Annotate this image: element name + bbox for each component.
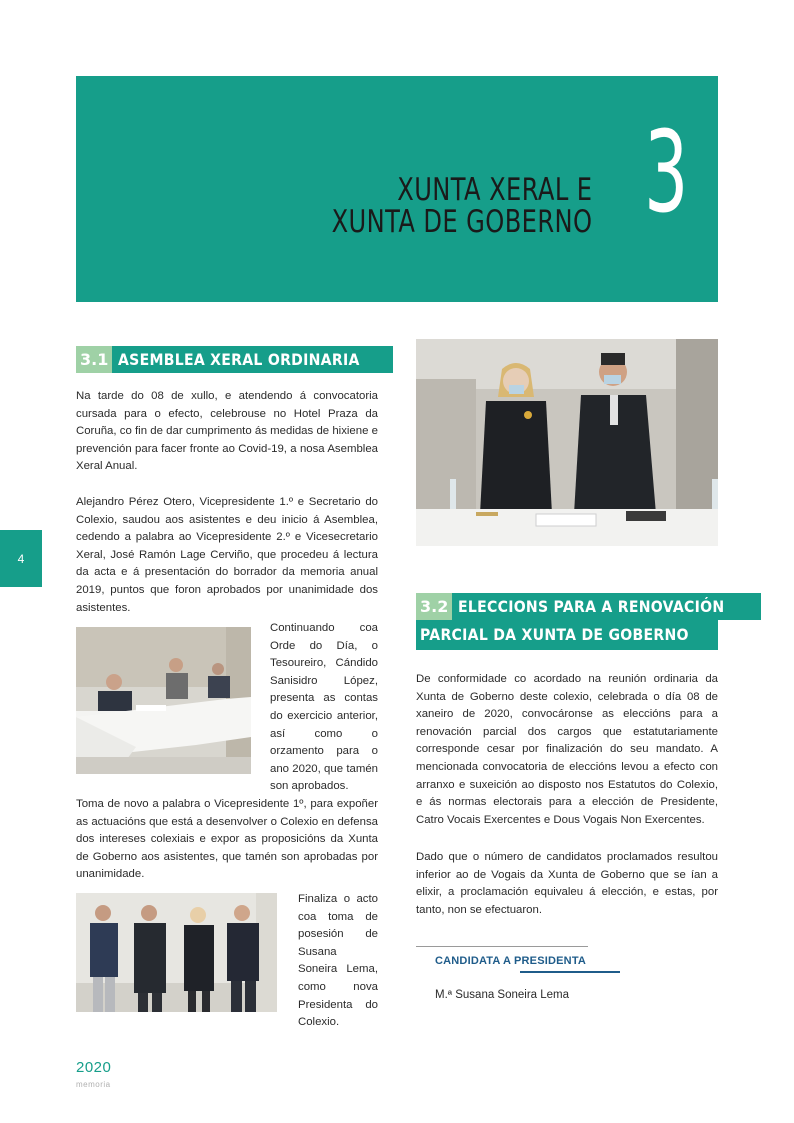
section-32-heading — [416, 593, 725, 620]
section-31-paragraph-4: Toma de novo a palabra o Vicepresidente 1º, para expoñer as actuacións que está a desenvolver o Colexio en defensa dos intereses colexiais e expor as proposicións da Xunta de Goberno aos asistentes, que tamén son aprobadas por unanimidade. — [76, 798, 378, 881]
section-32-title-line2-box — [416, 620, 718, 650]
assembly-panel-photo — [76, 627, 251, 774]
inauguration-photo — [416, 339, 718, 546]
section-32-number: 3.2 — [416, 593, 452, 620]
section-31-title: ASEMBLEA XERAL ORDINARIA — [118, 350, 360, 369]
section-32-paragraph-1: De conformidade co acordado na reunión ordinaria da Xunta de Goberno deste colexio, celebrada o día 08 de xaneiro de 2020, convocáronse as eleccións para a renovación parcial dos cargos que estatutariamente corresponde cesar por finalización do seu mandato. A mencionada convocatoria de eleccións levou a efecto con arranxo e suxeición ao disposto nos Estatutos do Colexio, e ás normas electorais para a elección de Presidente, Catro Vocais Exercentes e Dous Vogais Non Exercentes. — [416, 673, 718, 826]
section-31-paragraph-2: Alejandro Pérez Otero, Vicepresidente 1.º e Secretario do Colexio, saudou aos asistentes e deu inicio á Asemblea, cedendo a palabra ao Vicepresidente 2.º e Vicesecretario Xeral, José Ramón Lage Cerviño, que procedeu á lectura da acta e á presentación do borrador da memoria anual 2019, puntos que foron aprobados por unanimidade dos asistentes. — [76, 496, 378, 614]
new-board-group-photo — [76, 893, 277, 1012]
chapter-number: 3 — [643, 108, 688, 238]
candidate-label: CANDIDATA A PRESIDENTA — [435, 955, 587, 967]
section-32-title-line2: PARCIAL DA XUNTA DE GOBERNO — [420, 625, 689, 644]
inauguration-image — [416, 339, 718, 546]
candidate-divider-top — [416, 946, 588, 947]
chapter-title — [331, 174, 592, 238]
footer-year: 2020 — [76, 1059, 112, 1076]
candidate-name: M.ª Susana Soneira Lema — [435, 989, 570, 1001]
section-32-title-line1-box — [452, 593, 761, 620]
section-31-title-box — [112, 346, 393, 373]
section-31-paragraph-5: Finaliza o acto coa toma de posesión de Susana Soneira Lema, como nova Presidenta do Colexio. — [298, 893, 378, 1029]
section-31-heading — [76, 346, 378, 373]
section-31-paragraph-1: Na tarde do 08 de xullo, e atendendo á convocatoria cursada para o efecto, celebrouse no Hotel Praza da Coruña, co fin de dar cumprimento ás medidas de hixiene e prevención para facer fronte ao Covid-19, a nosa Asemblea Xeral Anual. — [76, 390, 378, 473]
page-number: 4 — [17, 551, 25, 566]
candidate-divider-bottom — [520, 971, 620, 973]
footer-subtitle: memoria — [76, 1080, 111, 1089]
chapter-title-line2: XUNTA DE GOBERNO — [331, 204, 592, 240]
group-image — [76, 893, 277, 1012]
section-31-number: 3.1 — [76, 346, 112, 373]
section-31-paragraph-3: Continuando coa Orde do Día, o Tesoureiro, Cándido Sanisidro López, presenta as contas do exercicio anterior, así como o orzamento para o ano 2020, que tamén son aprobados. — [270, 622, 378, 793]
section-32-paragraph-2: Dado que o número de candidatos proclamados resultou inferior ao de Vogais da Xunta de Goberno que se ían a elixir, a proclamación equivaleu á elección, e estas, por tanto, non se efectuaron. — [416, 851, 718, 916]
assembly-panel-image — [76, 627, 251, 774]
page-number-tab — [0, 530, 42, 587]
section-32-title-line1: ELECCIONS PARA A RENOVACIÓN — [458, 597, 725, 616]
chapter-title-line1: XUNTA XERAL E — [396, 172, 592, 208]
chapter-banner — [76, 76, 718, 302]
